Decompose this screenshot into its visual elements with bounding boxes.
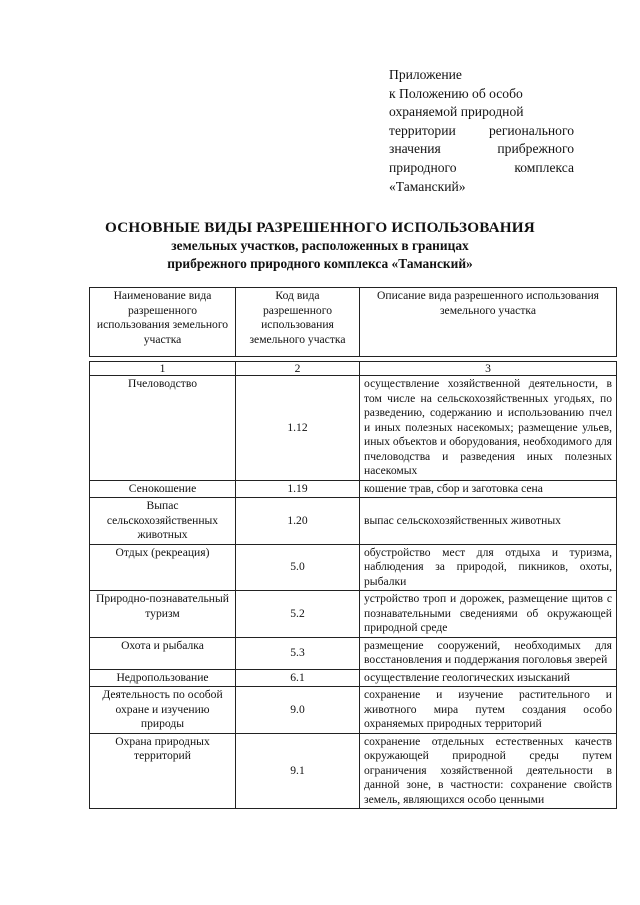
row-name: Пчеловодство — [90, 376, 236, 481]
row-description: осуществление хозяйственной деятельности, в том числе на сельскохозяйственных угодьях, по разведению, содержанию и использованию пчел и иных полезных насекомых; размещение ульев, иных объектов и оборудования, необходимого для пчеловодства и разведения иных полезных насекомых — [360, 376, 617, 481]
appendix-line: территории регионального — [389, 122, 574, 138]
row-description: кошение трав, сбор и заготовка сена — [360, 480, 617, 498]
header-name: Наименование вида разрешенного использования земельного участка — [90, 288, 236, 357]
table-row — [90, 687, 617, 734]
table-row — [90, 480, 617, 498]
row-code: 9.1 — [236, 733, 360, 809]
document-title — [100, 218, 540, 273]
appendix-line: значения прибрежного — [389, 141, 574, 157]
land-use-table — [89, 287, 617, 809]
row-code: 5.0 — [236, 544, 360, 591]
table-row — [90, 591, 617, 638]
row-name: Деятельность по особой охране и изучению природы — [90, 687, 236, 734]
row-description: размещение сооружений, необходимых для восстановления и поддержания поголовья зверей — [360, 637, 617, 669]
row-name: Отдых (рекреация) — [90, 544, 236, 591]
appendix-line: «Таманский» — [389, 178, 466, 194]
appendix-line: охраняемой природной — [389, 104, 524, 120]
row-description: обустройство мест для отдыха и туризма, наблюдения за природой, пикников, охоты, рыбалки — [360, 544, 617, 591]
row-description: выпас сельскохозяйственных животных — [360, 498, 617, 545]
row-code: 1.19 — [236, 480, 360, 498]
header-description: Описание вида разрешенного использования земельного участка — [360, 288, 617, 357]
table-row — [90, 544, 617, 591]
row-description: устройство троп и дорожек, размещение щитов с познавательными сведениями об окружающей природной среде — [360, 591, 617, 638]
row-name: Природно-познавательный туризм — [90, 591, 236, 638]
table-header-row — [90, 288, 617, 357]
row-description: осуществление геологических изысканий — [360, 669, 617, 687]
appendix-note — [389, 66, 574, 196]
row-code: 1.12 — [236, 376, 360, 481]
table-row — [90, 376, 617, 481]
row-name: Недропользование — [90, 669, 236, 687]
row-description: сохранение и изучение растительного и животного мира путем создания особо охраняемых природных территорий — [360, 687, 617, 734]
row-code: 5.2 — [236, 591, 360, 638]
row-code: 1.20 — [236, 498, 360, 545]
appendix-line: к Положению об особо — [389, 85, 523, 101]
appendix-line: Приложение — [389, 67, 462, 82]
table-row — [90, 637, 617, 669]
column-number: 2 — [236, 362, 360, 376]
column-number-row — [90, 362, 617, 376]
row-description: сохранение отдельных естественных качеств окружающей природной среды путем ограничения хозяйственной деятельности в данной зоне, в частности: сохранение свойств земель, являющихся особо ценными — [360, 733, 617, 809]
row-name: Охрана природных территорий — [90, 733, 236, 809]
row-code: 6.1 — [236, 669, 360, 687]
row-name: Охота и рыбалка — [90, 637, 236, 669]
row-name: Выпас сельскохозяйственных животных — [90, 498, 236, 545]
row-code: 5.3 — [236, 637, 360, 669]
appendix-line: природного комплекса — [389, 159, 574, 175]
row-code: 9.0 — [236, 687, 360, 734]
title-main: ОСНОВНЫЕ ВИДЫ РАЗРЕШЕННОГО ИСПОЛЬЗОВАНИЯ — [105, 219, 535, 236]
column-number: 1 — [90, 362, 236, 376]
table-row — [90, 733, 617, 809]
table-row — [90, 669, 617, 687]
header-code: Код вида разрешенного использования земельного участка — [236, 288, 360, 357]
column-number: 3 — [360, 362, 617, 376]
title-subtitle-2: прибрежного природного комплекса «Таманский» — [167, 256, 473, 271]
row-name: Сенокошение — [90, 480, 236, 498]
table-row — [90, 498, 617, 545]
title-subtitle-1: земельных участков, расположенных в границах — [171, 238, 469, 253]
